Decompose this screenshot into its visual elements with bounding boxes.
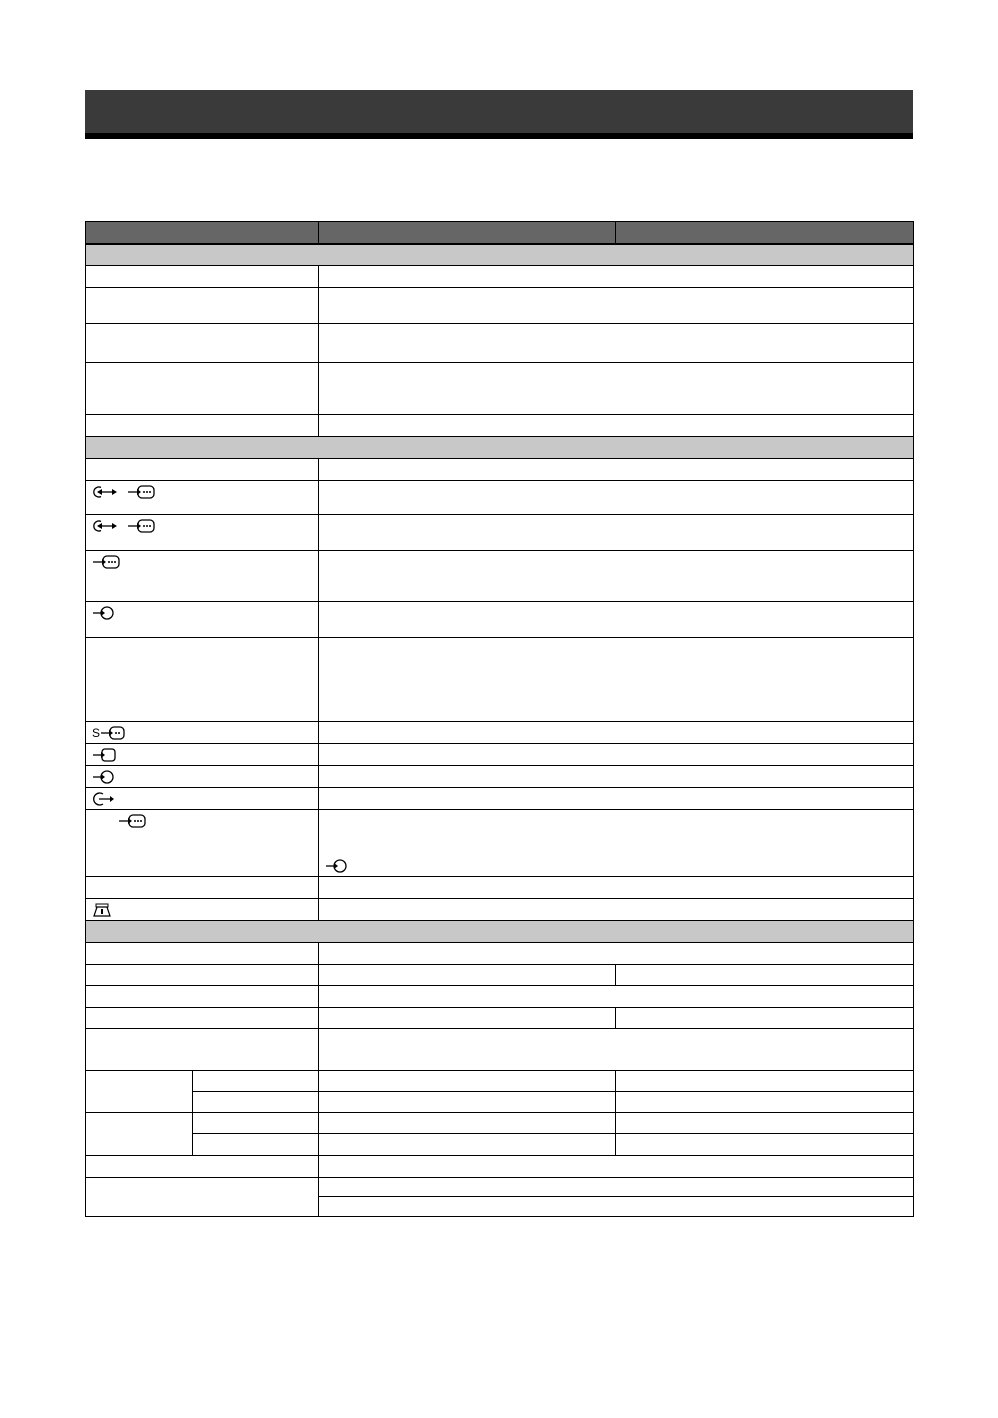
table-row xyxy=(86,1092,914,1113)
video-input-icon xyxy=(127,484,157,500)
input-arrow-icon xyxy=(325,858,349,874)
specifications-table xyxy=(85,221,914,1217)
table-row xyxy=(86,1071,914,1092)
section-row xyxy=(86,437,914,459)
input-arrow-icon xyxy=(92,769,116,785)
table-header-row xyxy=(86,222,914,244)
table-row xyxy=(86,965,914,986)
output-arrow-icon xyxy=(92,791,116,807)
table-row xyxy=(86,722,914,744)
video-input-icon xyxy=(127,518,157,534)
table-row xyxy=(86,766,914,788)
table-row xyxy=(86,1178,914,1197)
page-title-bar xyxy=(85,90,913,139)
table-row xyxy=(86,415,914,437)
table-row xyxy=(86,602,914,638)
table-row xyxy=(86,515,914,551)
scart-input-icon xyxy=(92,747,118,763)
table-header-cell xyxy=(86,222,319,244)
section-row xyxy=(86,244,914,266)
page-intro xyxy=(85,170,913,186)
s-video-input-icon xyxy=(92,725,126,741)
ci-slot-icon xyxy=(92,902,114,918)
table-row xyxy=(86,1156,914,1178)
table-row xyxy=(86,1029,914,1071)
table-row xyxy=(86,744,914,766)
table-row xyxy=(86,481,914,515)
input-output-arrow-icon xyxy=(92,484,124,500)
input-output-arrow-icon xyxy=(92,518,124,534)
table-row xyxy=(86,288,914,324)
table-row xyxy=(86,810,914,877)
table-row xyxy=(86,877,914,899)
table-row xyxy=(86,1008,914,1029)
table-row xyxy=(86,266,914,288)
table-row xyxy=(86,899,914,921)
table-header-cell xyxy=(319,222,616,244)
table-row xyxy=(86,638,914,722)
video-input-icon xyxy=(92,554,122,570)
table-row xyxy=(86,788,914,810)
svg-text:S: S xyxy=(92,726,101,740)
video-input-icon xyxy=(118,813,148,829)
table-row xyxy=(86,1134,914,1156)
table-row xyxy=(86,986,914,1008)
section-row xyxy=(86,921,914,943)
table-row xyxy=(86,363,914,415)
table-header-cell xyxy=(616,222,914,244)
table-row xyxy=(86,551,914,602)
table-row xyxy=(86,324,914,363)
table-row xyxy=(86,1113,914,1134)
input-arrow-icon xyxy=(92,605,116,621)
table-row xyxy=(86,459,914,481)
table-row xyxy=(86,943,914,965)
